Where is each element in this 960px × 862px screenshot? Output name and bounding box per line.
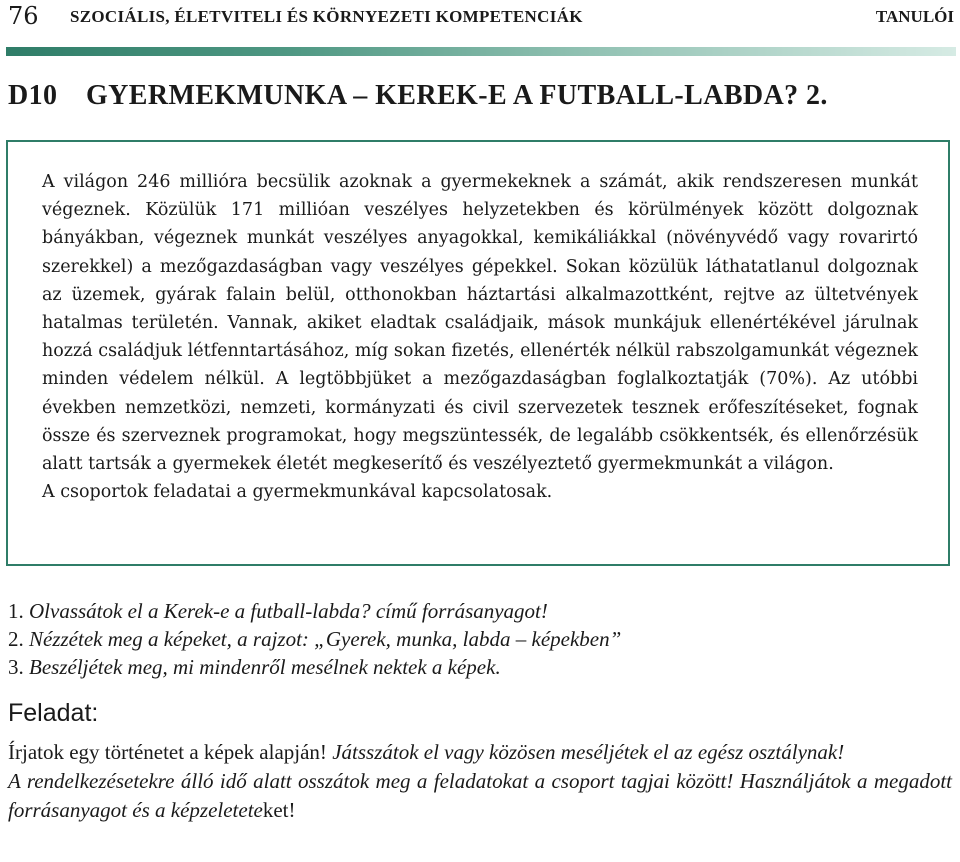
- intro-text: [42, 168, 918, 506]
- section-title: [8, 80, 828, 112]
- task-text: Olvassátok el a Kerek-e a futball-labda? című forrásanyagot!: [29, 599, 548, 623]
- task-list: [8, 597, 948, 681]
- instruction-1-italic: Játsszátok el vagy közösen meséljétek el az egész osztálynak!: [332, 740, 845, 764]
- intro-paragraph: A világon 246 millióra becsülik azoknak a gyermekeknek a számát, akik rendszeresen munkát végeznek. Közülük 171 millióan veszélyes helyzetekben és körülmények között dolgoznak bányákban, végeznek munkát veszélyes anyagokkal, kemikáliákkal (növényvédő vagy rovarirtó szerekkel) a mezőgazdaságban vagy veszélyes gépekkel. Sokan közülük láthatatlanul dolgoznak az üzemek, gyárak falain belül, otthonokban háztartási alkalmazottként, rejtve az ültetvények hatalmas területén. Vannak, akiket eladtak családjaik, mások munkájuk ellenértékével járulnak hozzá családjuk létfenntartásához, míg sokan fizetés, ellenérték nélkül rabszolgamunkát végeznek minden védelem nélkül. A legtöbbjüket a mezőgazdaságban foglalkoztatják (70%). Az utóbbi években nemzetközi, nemzeti, kormányzati és civil szervezetek tesznek erőfeszítéseket, fognak össze és szerveznek programokat, hogy megszüntessék, de legalább csökkentsék, és ellenőrzésük alatt tartsák a gyermekek életét megkeserítő és veszélyeztető gyermekmunkát a világon.: [42, 172, 918, 475]
- task-item: [8, 653, 948, 681]
- instruction-1-normal: Írjatok egy történetet a képek alapján!: [8, 740, 333, 764]
- task-heading: Feladat:: [8, 699, 99, 727]
- page-number: 76: [8, 2, 39, 30]
- header-divider: [6, 47, 956, 56]
- header-title: SZOCIÁLIS, ÉLETVITELI ÉS KÖRNYEZETI KOMPETENCIÁK: [70, 7, 583, 26]
- page-header: [6, 2, 956, 30]
- instruction-line-1: [8, 738, 952, 767]
- section-code: D10: [8, 80, 58, 111]
- instruction-2-normal: ket!: [262, 798, 296, 822]
- task-instructions: [8, 738, 952, 825]
- task-item: [8, 625, 948, 653]
- task-number: 3.: [8, 655, 24, 679]
- intro-box: [6, 140, 950, 566]
- task-text: Nézzétek meg a képeket, a rajzot: „Gyerek, munka, labda – képekben”: [29, 627, 622, 651]
- section-title-text: GYERMEKMUNKA – KEREK-E A FUTBALL-LABDA? 2.: [86, 80, 828, 111]
- task-number: 1.: [8, 599, 24, 623]
- task-number: 2.: [8, 627, 24, 651]
- instruction-2-italic: A rendelkezésetekre álló idő alatt osszátok meg a feladatokat a csoport tagjai között! Használjátok a megadott forrásanyagot és a képzeletete: [8, 769, 952, 822]
- task-item: [8, 597, 948, 625]
- instruction-line-2: [8, 767, 952, 825]
- header-audience-label: TANULÓI: [875, 7, 954, 26]
- intro-closing-line: A csoportok feladatai a gyermekmunkával kapcsolatosak.: [42, 482, 553, 503]
- task-text: Beszéljétek meg, mi mindenről mesélnek nektek a képek.: [29, 655, 501, 679]
